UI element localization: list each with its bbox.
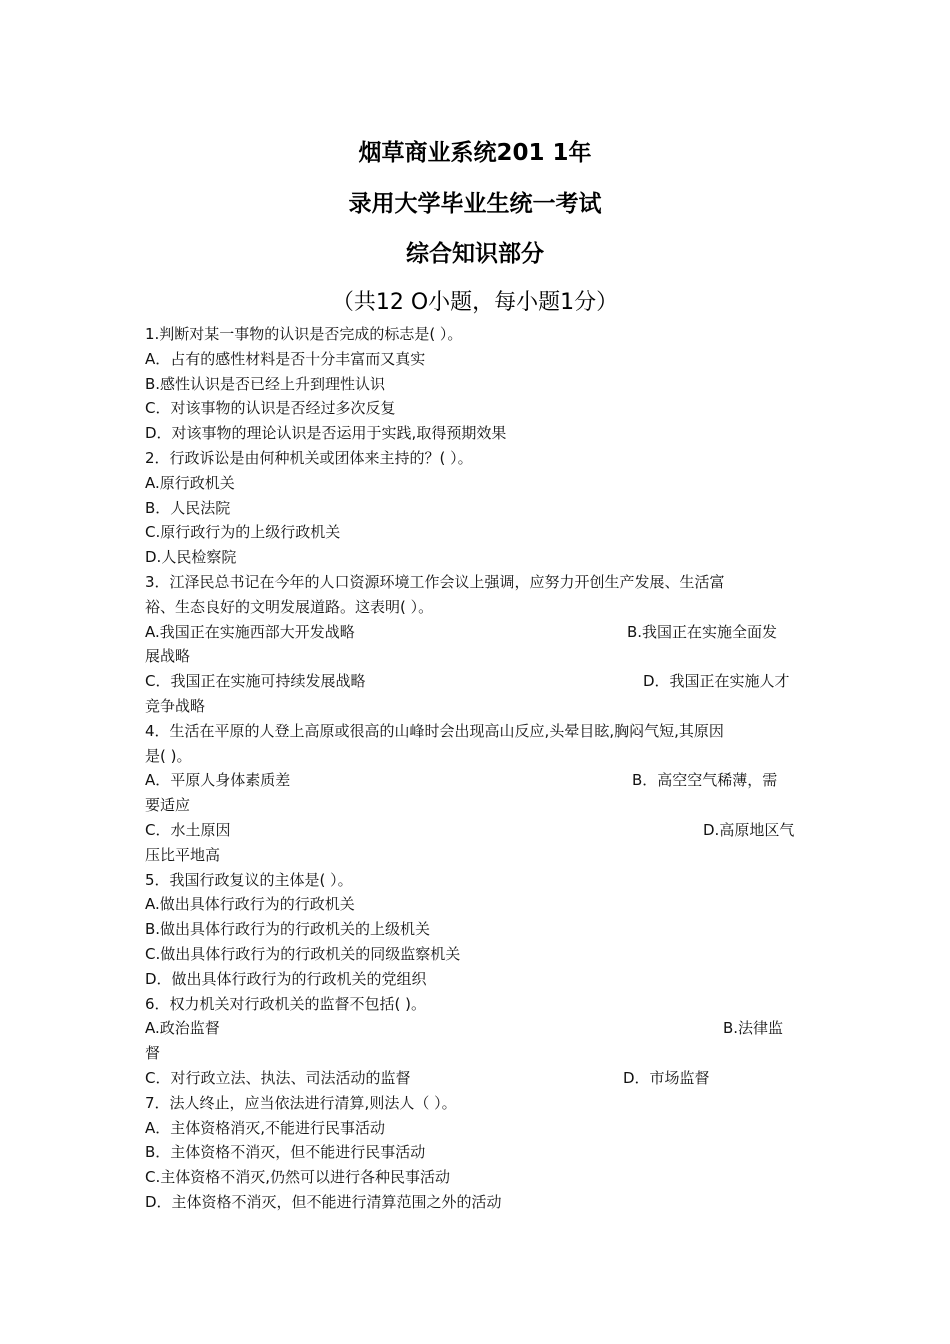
- line-text: A．主体资格消灭,不能进行民事活动: [145, 1118, 386, 1137]
- line-text: C．水土原因: [145, 821, 231, 839]
- line-text: A．平原人身体素质差: [145, 771, 291, 790]
- line-text: C．我国正在实施可持续发展战略: [145, 672, 366, 691]
- line-text: 5．我国行政复议的主体是( ）。: [145, 870, 353, 889]
- line-text: 要适应: [145, 796, 191, 815]
- line-text: 6．权力机关对行政机关的监督不包括( )。: [145, 994, 427, 1013]
- question-line: [145, 1043, 810, 1063]
- line-text: 展战略: [145, 647, 191, 666]
- line-text: A.做出具体行政行为的行政机关: [145, 895, 355, 914]
- line-text: C．对该事物的认识是否经过多次反复: [145, 399, 396, 418]
- line-text: B.感性认识是否已经上升到理性认识: [145, 374, 386, 393]
- page-title-line2: 录用大学毕业生统一考试: [348, 191, 602, 217]
- question-line: [145, 646, 810, 666]
- question-line: [145, 1192, 810, 1212]
- question-line: [145, 498, 810, 518]
- line-text: A.我国正在实施西部大开发战略: [145, 622, 355, 641]
- question-line: [145, 870, 810, 890]
- line-text: 是( )。: [145, 746, 192, 765]
- line-right-option: D．我国正在实施人才: [643, 672, 790, 691]
- question-line: [145, 944, 810, 964]
- line-text: C.做出具体行政行为的行政机关的同级监察机关: [145, 945, 461, 963]
- line-right-option: D．市场监督: [623, 1069, 710, 1087]
- question-line: [145, 696, 810, 716]
- question-line: [145, 894, 810, 914]
- question-line: [145, 994, 810, 1014]
- line-text: C．对行政立法、执法、司法活动的监督: [145, 1069, 411, 1087]
- line-text: D.人民检察院: [145, 548, 237, 567]
- line-text: A.原行政机关: [145, 473, 235, 492]
- line-text: D．对该事物的理论认识是否运用于实践,取得预期效果: [145, 424, 507, 443]
- question-line: [145, 795, 810, 815]
- line-text: 2．行政诉讼是由何种机关或团体来主持的？( ）。: [145, 449, 473, 467]
- question-line: [145, 746, 810, 766]
- line-right-option: B.法律监: [723, 1019, 784, 1038]
- page-title-line1: 烟草商业系统201 1年: [358, 140, 592, 166]
- line-text: B．人民法院: [145, 498, 231, 517]
- line-text: 1.判断对某一事物的认识是否完成的标志是( ）。: [145, 325, 463, 343]
- question-line: [145, 572, 810, 592]
- question-line: [145, 448, 810, 468]
- line-text: A.政治监督: [145, 1019, 220, 1038]
- question-line: [145, 1018, 810, 1038]
- question-line: [145, 374, 810, 394]
- page-title-line3: 综合知识部分: [406, 241, 544, 267]
- question-line: [145, 597, 810, 617]
- line-text: C.原行政行为的上级行政机关: [145, 523, 341, 542]
- line-text: 4．生活在平原的人登上高原或很高的山峰时会出现高山反应,头晕目眩,胸闷气短,其原因: [145, 721, 724, 740]
- question-line: [145, 820, 810, 840]
- line-text: 7．法人终止，应当依法进行清算,则法人（ ）。: [145, 1093, 457, 1112]
- question-line: [145, 721, 810, 741]
- question-line: [145, 398, 810, 418]
- question-line: [145, 845, 810, 865]
- question-line: [145, 423, 810, 443]
- line-text: A．占有的感性材料是否十分丰富而又真实: [145, 349, 426, 368]
- line-text: 3．江泽民总书记在今年的人口资源环境工作会议上强调，应努力开创生产发展、生活富: [145, 573, 725, 591]
- question-line: [145, 547, 810, 567]
- page-subtitle: （共12 O小题，每小题1分）: [331, 290, 619, 315]
- line-text: D．主体资格不消灭，但不能进行清算范围之外的活动: [145, 1193, 502, 1211]
- question-line: [145, 349, 810, 369]
- question-line: [145, 522, 810, 542]
- line-text: 督: [145, 1044, 161, 1063]
- line-right-option: B.我国正在实施全面发: [627, 622, 778, 641]
- question-line: [145, 671, 810, 691]
- line-text: C.主体资格不消灭,仍然可以进行各种民事活动: [145, 1168, 451, 1187]
- line-text: 裕、生态良好的文明发展道路。这表明( ）。: [145, 597, 434, 616]
- question-line: [145, 919, 810, 939]
- question-line: [145, 969, 810, 989]
- question-line: [145, 1142, 810, 1162]
- question-line: [145, 1068, 810, 1088]
- question-line: [145, 622, 810, 642]
- question-line: [145, 473, 810, 493]
- question-line: [145, 324, 810, 344]
- question-line: [145, 770, 810, 790]
- line-text: B．主体资格不消灭，但不能进行民事活动: [145, 1143, 426, 1162]
- line-text: B.做出具体行政行为的行政机关的上级机关: [145, 920, 431, 939]
- line-text: D．做出具体行政行为的行政机关的党组织: [145, 969, 427, 988]
- line-text: 压比平地高: [145, 845, 221, 864]
- question-line: [145, 1118, 810, 1138]
- question-line: [145, 1167, 810, 1187]
- line-text: 竞争战略: [145, 697, 206, 715]
- line-right-option: D.高原地区气: [703, 821, 795, 839]
- line-right-option: B．高空空气稀薄，需: [632, 771, 778, 790]
- question-line: [145, 1093, 810, 1113]
